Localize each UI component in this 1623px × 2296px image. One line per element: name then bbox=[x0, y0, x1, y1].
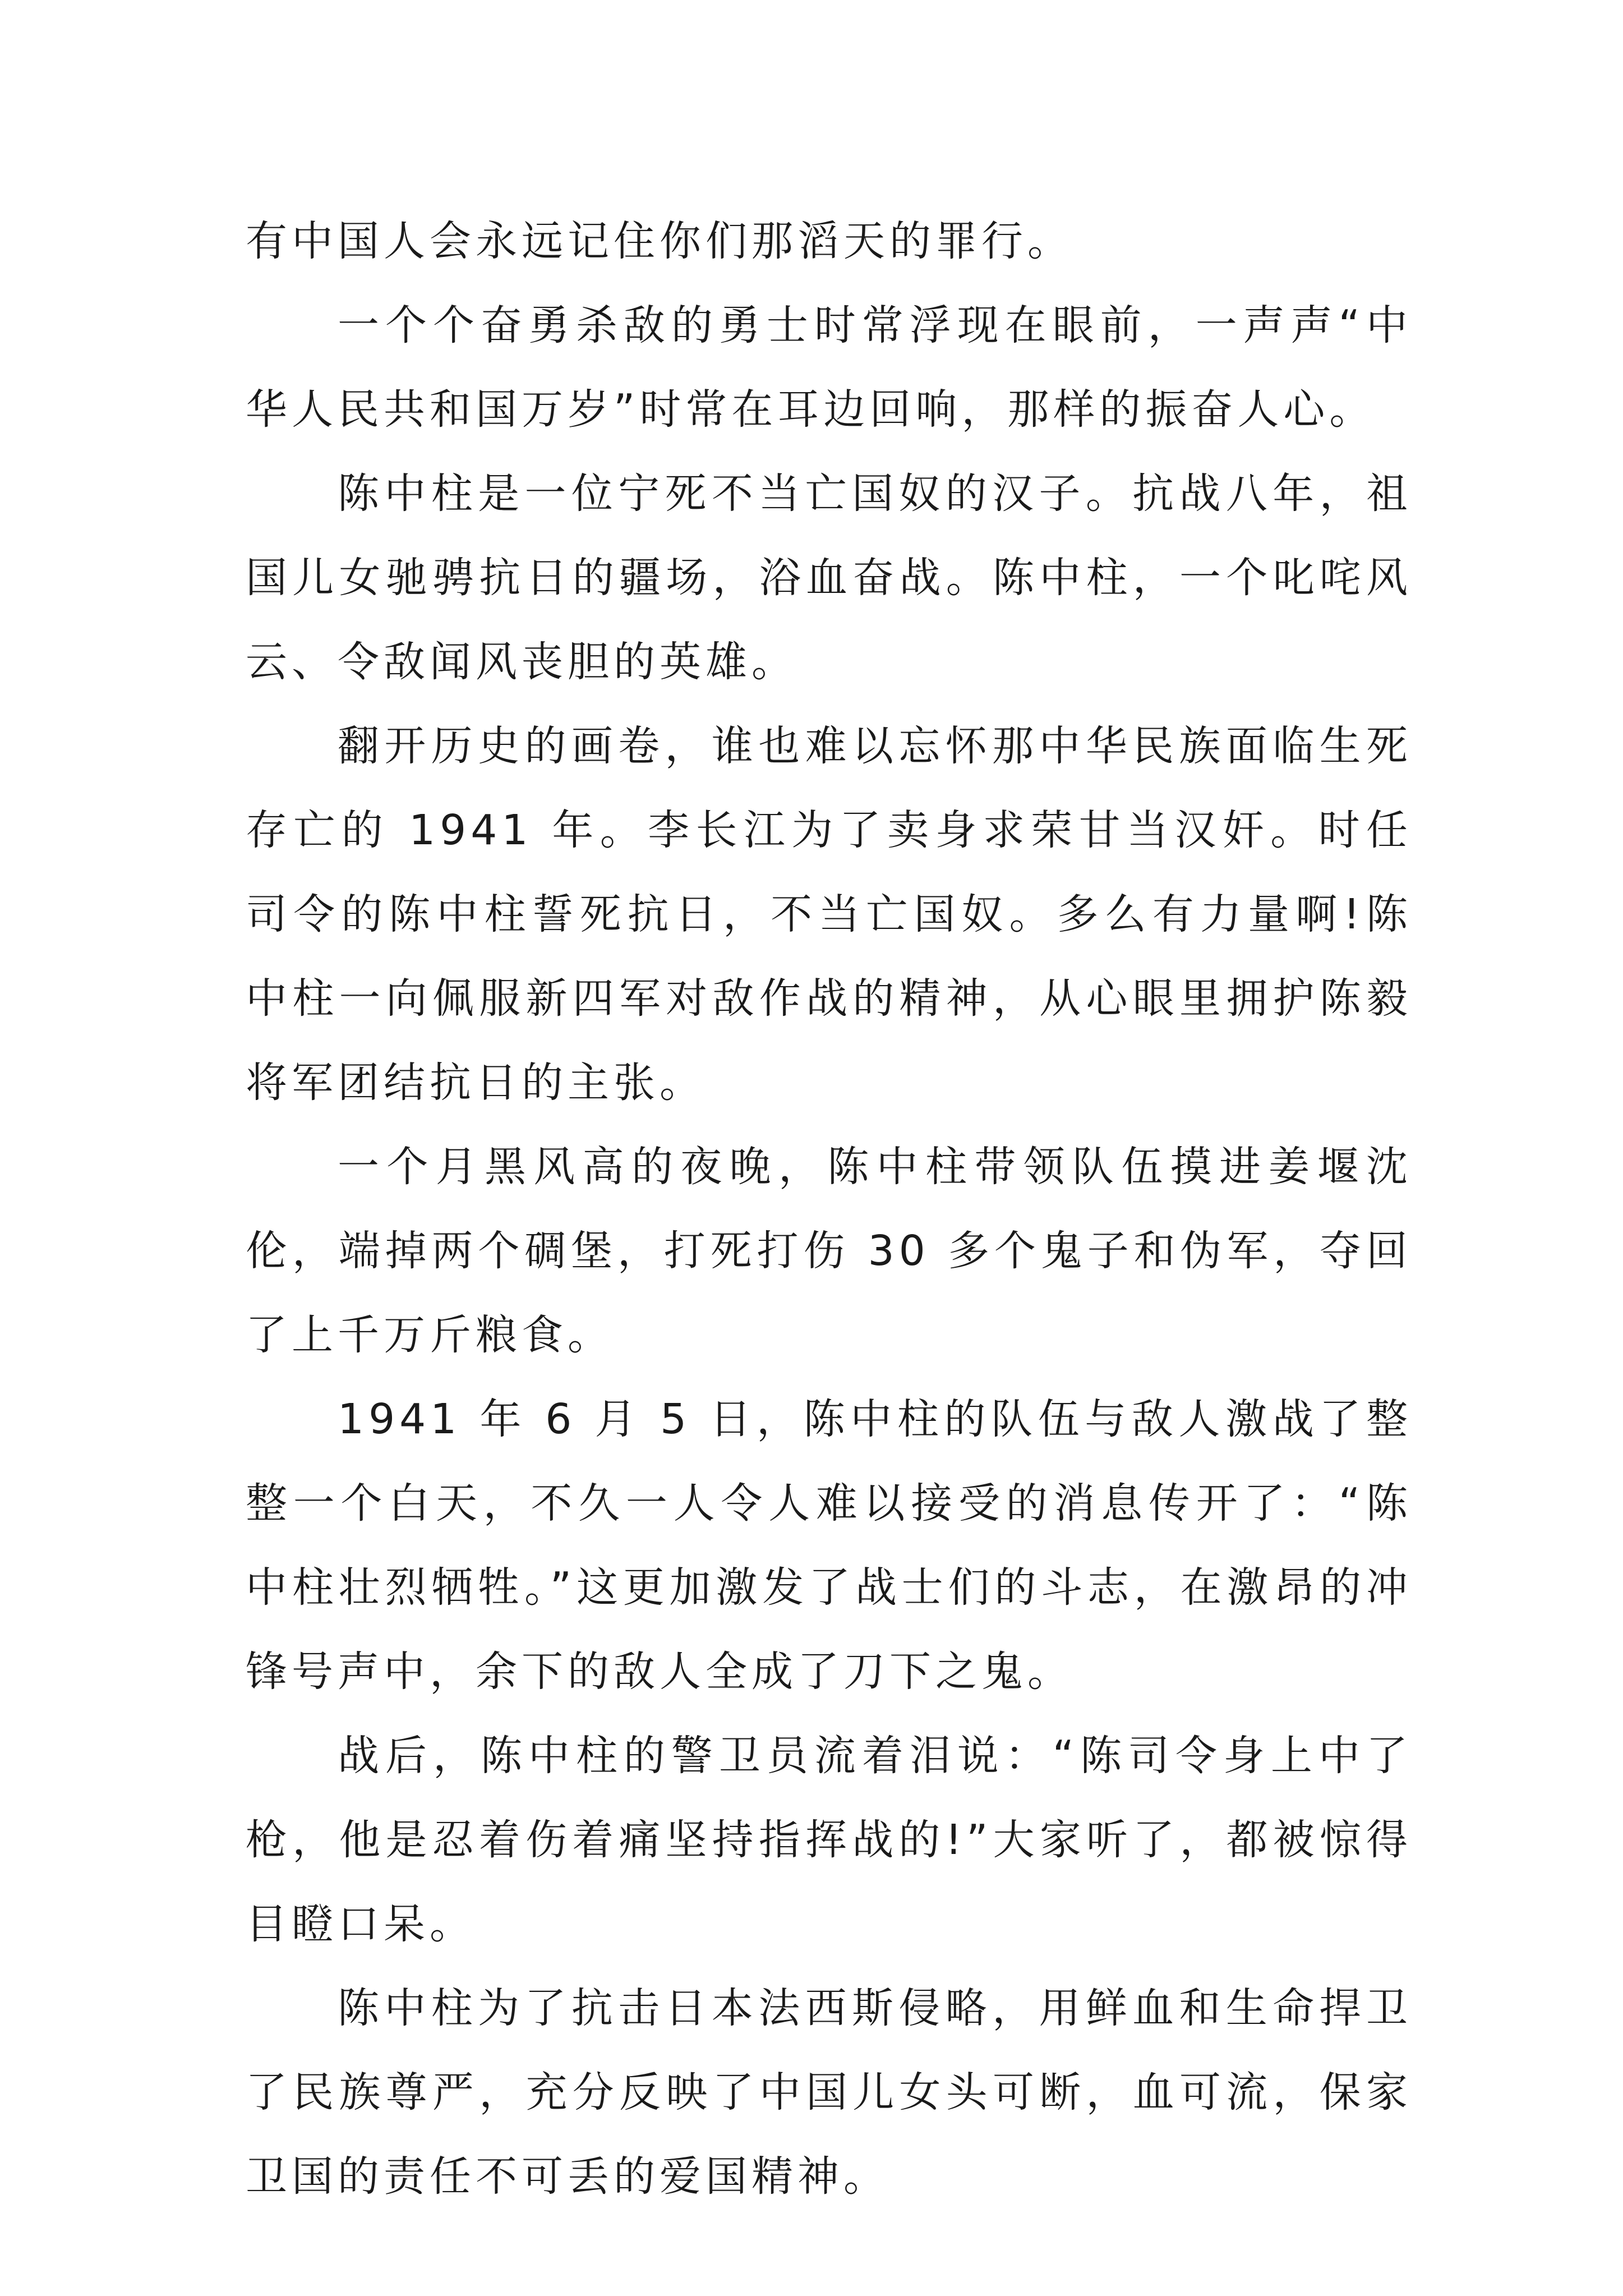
paragraph: 一个月黑风高的夜晚，陈中柱带领队伍摸进姜堰沈伦，端掉两个碉堡，打死打伤 30 多个鬼子和伪军，夺回了上千万斤粮食。 bbox=[246, 1143, 1412, 1359]
document-body bbox=[246, 199, 1412, 2219]
paragraph-continuation: 有中国人会永远记住你们那滔天的罪行。 bbox=[246, 217, 1073, 265]
paragraph: 一个个奋勇杀敌的勇士时常浮现在眼前，一声声“中华人民共和国万岁”时常在耳边回响，那样的振奋人心。 bbox=[246, 301, 1412, 434]
paragraph: 战后，陈中柱的警卫员流着泪说：“陈司令身上中了枪，他是忍着伤着痛坚持指挥战的!”大家听了，都被惊得目瞪口呆。 bbox=[246, 1732, 1412, 1948]
paragraph: 陈中柱为了抗击日本法西斯侵略，用鲜血和生命捍卫了民族尊严，充分反映了中国儿女头可断，血可流，保家卫国的责任不可丢的爱国精神。 bbox=[246, 1984, 1412, 2201]
paragraph: 陈中柱是一位宁死不当亡国奴的汉子。抗战八年，祖国儿女驰骋抗日的疆场，浴血奋战。陈中柱，一个叱咤风云、令敌闻风丧胆的英雄。 bbox=[246, 470, 1412, 686]
paragraph: 翻开历史的画卷，谁也难以忘怀那中华民族面临生死存亡的 1941 年。李长江为了卖身求荣甘当汉奸。时任司令的陈中柱誓死抗日，不当亡国奴。多么有力量啊!陈中柱一向佩服新四军对敌作战的精神，从心眼里拥护陈毅将军团结抗日的主张。 bbox=[246, 722, 1412, 1107]
paragraph: 1941 年 6 月 5 日，陈中柱的队伍与敌人激战了整整一个白天，不久一人令人难以接受的消息传开了：“陈中柱壮烈牺牲。”这更加激发了战士们的斗志，在激昂的冲锋号声中，余下的敌人全成了刀下之鬼。 bbox=[246, 1395, 1412, 1696]
